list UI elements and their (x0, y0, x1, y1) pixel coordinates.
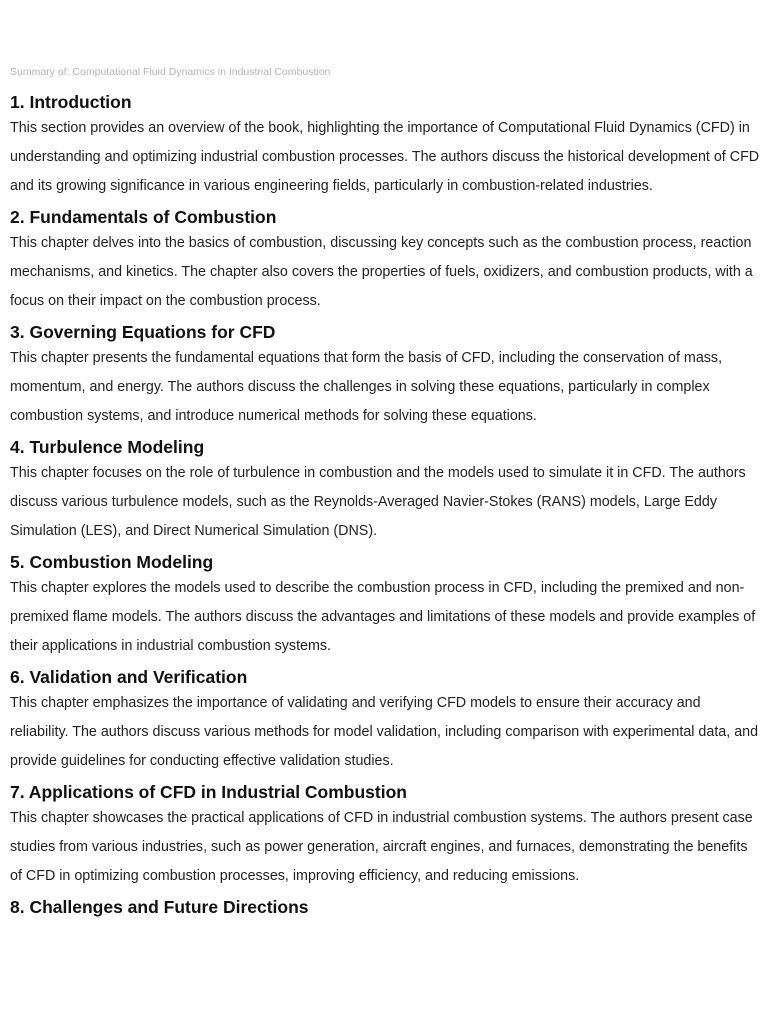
section-heading: 3. Governing Equations for CFD (10, 322, 276, 342)
section-body: This chapter delves into the basics of combustion, discussing key concepts such as the combustion process, reaction mechanisms, and kinetics. The chapter also covers the properties of fuels, oxidizers, and combustion products, with a focus on their impact on the combustion process. (10, 235, 753, 309)
section-body: This chapter focuses on the role of turbulence in combustion and the models used to simulate it in CFD. The authors discuss various turbulence models, such as the Reynolds-Averaged Navier-Stokes (RANS) models, Large Eddy Simulation (LES), and Direct Numerical Simulation (DNS). (10, 465, 746, 539)
section-body: This section provides an overview of the book, highlighting the importance of Computational Fluid Dynamics (CFD) in understanding and optimizing industrial combustion processes. The authors discuss the historical development of CFD and its growing significance in various engineering fields, particularly in combustion-related industries. (10, 120, 760, 194)
section-heading: 8. Challenges and Future Directions (10, 897, 309, 917)
section-combustion-modeling (10, 550, 762, 661)
section-heading: 1. Introduction (10, 92, 132, 112)
section-governing-equations (10, 320, 762, 431)
section-fundamentals-of-combustion (10, 205, 762, 316)
section-body: This chapter showcases the practical applications of CFD in industrial combustion systems. The authors present case studies from various industries, such as power generation, aircraft engines, and furnaces, demonstrating the benefits of CFD in optimizing combustion processes, improving efficiency, and reducing emissions. (10, 810, 753, 884)
section-body: This chapter presents the fundamental equations that form the basis of CFD, including the conservation of mass, momentum, and energy. The authors discuss the challenges in solving these equations, particularly in complex combustion systems, and introduce numerical methods for solving these equations. (10, 350, 723, 424)
section-body: This chapter explores the models used to describe the combustion process in CFD, including the premixed and non-premixed flame models. The authors discuss the advantages and limitations of these models and provide examples of their applications in industrial combustion systems. (10, 580, 756, 654)
document-header: Summary of: Computational Fluid Dynamics in Industrial Combustion (10, 66, 331, 78)
section-heading: 7. Applications of CFD in Industrial Combustion (10, 782, 407, 802)
section-validation-and-verification (10, 665, 762, 776)
section-heading: 2. Fundamentals of Combustion (10, 207, 277, 227)
document-page (10, 64, 762, 919)
section-turbulence-modeling (10, 435, 762, 546)
section-body: This chapter emphasizes the importance of validating and verifying CFD models to ensure their accuracy and reliability. The authors discuss various methods for model validation, including comparison with experimental data, and provide guidelines for conducting effective validation studies. (10, 695, 759, 769)
section-introduction (10, 90, 762, 201)
section-applications-of-cfd (10, 780, 762, 891)
section-challenges-and-future-directions (10, 895, 762, 919)
section-heading: 5. Combustion Modeling (10, 552, 214, 572)
section-heading: 4. Turbulence Modeling (10, 437, 205, 457)
section-heading: 6. Validation and Verification (10, 667, 248, 687)
